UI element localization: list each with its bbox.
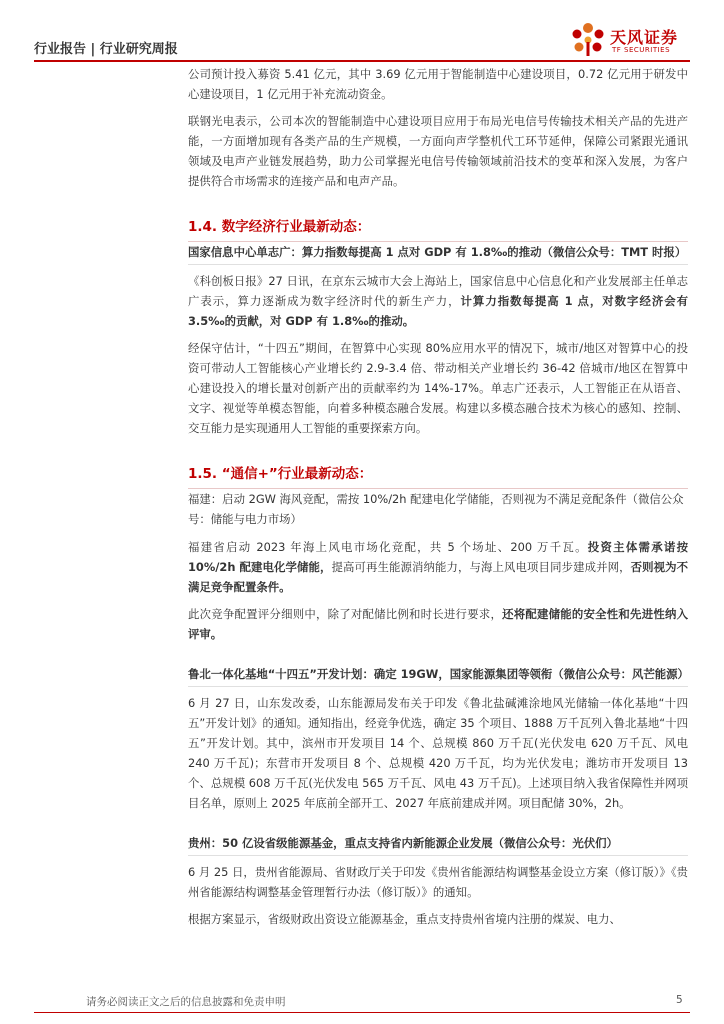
- news-headline-fujian-offshore-wind: 福建：启动 2GW 海风竞配，需按 10%/2h 配建电化学储能，否则视为不满足竞配条件（微信公众号：储能与电力市场）: [188, 492, 684, 526]
- footer-divider: [34, 1012, 690, 1013]
- fujian-scoring-bold: 还将配建储能的安全性和先进性纳入评审。: [188, 607, 688, 641]
- news-paragraph-fujian-2: [188, 604, 688, 644]
- lianggang-statement-paragraph: 联钢光电表示，公司本次的智能制造中心建设项目应用于布局光电信号传输技术相关产品的先进产能，一方面增加现有各类产品的生产规模，一方面向声学整机代工环节延伸，保障公司紧跟光通讯领域及电声产业链发展趋势，助力公司掌握光电信号传输领域前沿技术的变革和深入发展，为客户提供符合市场需求的连接产品和电声产品。: [188, 114, 688, 188]
- footer-disclaimer: 请务必阅读正文之后的信息披露和免责申明: [86, 996, 286, 1008]
- news-paragraph-guizhou-1: 6 月 25 日，贵州省能源局、省财政厅关于印发《贵州省能源结构调整基金设立方案（修订版）》《贵州省能源结构调整基金管理暂行办法（修订版）》的通知。: [188, 865, 688, 899]
- fujian-text-normal: 福建省启动 2023 年海上风电市场化竞配，共 5 个场址、200 万千瓦。: [188, 540, 588, 554]
- fujian-text-bold-2: 否则视为不满足竞争配置条件。: [188, 560, 688, 594]
- computing-text-bold: 计算力指数每提高 1 点，对数字经济会有 3.5‰的贡献，对 GDP 有 1.8‰的推动。: [188, 294, 688, 328]
- fujian-text-bold: 投资主体需承诺按 10%/2h 配建电化学储能，: [188, 540, 688, 574]
- header-divider: [34, 60, 690, 62]
- logo-chinese-name: 天风证券: [610, 28, 679, 47]
- computing-text-normal: 《科创板日报》27 日讯，在京东云城市大会上海站上，国家信息中心信息化和产业发展部主任单志广表示，算力逐渐成为数字经济时代的新生产力，: [188, 274, 688, 308]
- news-headline-computing-index: 国家信息中心单志广：算力指数每提高 1 点对 GDP 有 1.8‰的推动（微信公众号：TMT 时报）: [188, 242, 688, 265]
- news-paragraph-fujian-1: [188, 537, 688, 597]
- logo-english-name: TF SECURITIES: [612, 46, 671, 54]
- section-1-5-title: 1.5. “通信+”行业最新动态：: [188, 462, 688, 489]
- news-paragraph-computing-2: 经保守估计，“十四五”期间，在智算中心实现 80%应用水平的情况下，城市/地区对智算中心的投资可带动人工智能核心产业增长约 2.9-3.4 倍、带动相关产业增长约 36-42 倍城市/地区在智算中心建设投入的增长量对创新产出的贡献率约为 14%-17%。单志广还表示，人工智能正在从语音、文字、视觉等单模态智能，向着多种模态融合发展。构建以多模态融合技术为核心的感知、控制、交互能力是实现通用人工智能的重要探索方向。: [188, 341, 688, 435]
- page-number: 5: [676, 994, 683, 1006]
- news-paragraph-guizhou-2: 根据方案显示，省级财政出资设立能源基金，重点支持贵州省境内注册的煤炭、电力、: [188, 912, 621, 926]
- news-paragraph-computing-1: [188, 271, 688, 331]
- page-body: [188, 64, 688, 936]
- tf-securities-logo: [568, 20, 698, 60]
- fundraising-paragraph: 公司预计投入募资 5.41 亿元，其中 3.69 亿元用于智能制造中心建设项目，0.72 亿元用于研发中心建设项目，1 亿元用于补充流动资金。: [188, 67, 688, 101]
- news-headline-lubei-base: 鲁北一体化基地“十四五”开发计划：确定 19GW，国家能源集团等领衔（微信公众号：风芒能源）: [188, 664, 688, 687]
- news-paragraph-lubei: 6 月 27 日，山东发改委，山东能源局发布关于印发《鲁北盐碱滩涂地风光储输一体化基地“十四五”开发计划》的通知。通知指出，经竞争优选，确定 35 个项目、1888 万千瓦列入鲁北基地“十四五”开发计划。其中，滨州市开发项目 14 个、总规模 860 万千瓦(光伏发电 620 万千瓦、风电 240 万千瓦)；东营市开发项目 8 个、总规模 420 万千瓦，均为光伏发电；潍坊市开发项目 13 个、总规模 608 万千瓦(光伏发电 565 万千瓦、风电 43 万千瓦)。上述项目纳入我省保障性并网项目名单，原则上 2025 年底前全部开工、2027 年底前建成并网。项目配储 30%，2h。: [188, 696, 688, 810]
- fujian-text-tail: 提高可再生能源消纳能力，与海上风电项目同步建成并网，: [331, 560, 631, 574]
- news-headline-guizhou-fund: 贵州：50 亿设省级能源基金，重点支持省内新能源企业发展（微信公众号：光伏们）: [188, 833, 688, 856]
- section-1-4-title: 1.4. 数字经济行业最新动态：: [188, 215, 688, 242]
- logo-flower-icon: [568, 20, 608, 60]
- fujian-scoring-text: 此次竞争配置评分细则中，除了对配储比例和时长进行要求，: [188, 607, 503, 621]
- report-category-header: 行业报告 | 行业研究周报: [34, 42, 178, 57]
